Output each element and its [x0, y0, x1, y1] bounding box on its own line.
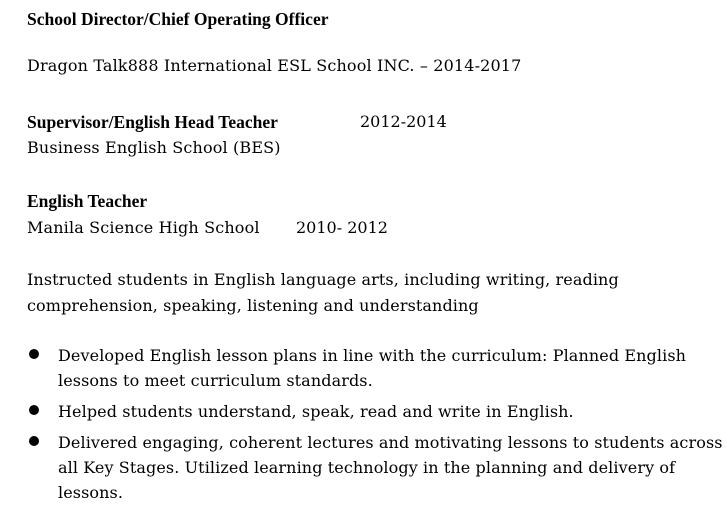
bullet-text: Helped students understand, speak, read and write in English. [58, 402, 574, 421]
job3-title: English Teacher [27, 191, 148, 211]
job1-title: School Director/Chief Operating Officer [27, 9, 329, 29]
job3-employer: Manila Science High School [27, 218, 260, 237]
bullet-dot-icon [29, 349, 39, 359]
job2-title: Supervisor/English Head Teacher [27, 112, 278, 132]
job3-summary: Instructed students in English language arts, including writing, reading comprehension, speaking, listening and understanding [27, 270, 619, 315]
bullet-dot-icon [29, 436, 39, 446]
bullet-text: Delivered engaging, coherent lectures and motivating lessons to students across all Key Stages. Utilized learning technology in the planning and delivery of lessons. [58, 433, 723, 502]
bullet-text: Developed English lesson plans in line with the curriculum: Planned English lessons to meet curriculum standards. [58, 346, 687, 390]
bullet-dot-icon [29, 405, 39, 415]
job2-dates: 2012-2014 [360, 112, 447, 131]
job1-employer: Dragon Talk888 International ESL School INC. – 2014-2017 [27, 56, 522, 75]
job3-dates: 2010- 2012 [296, 218, 388, 237]
job2-employer: Business English School (BES) [27, 138, 281, 157]
